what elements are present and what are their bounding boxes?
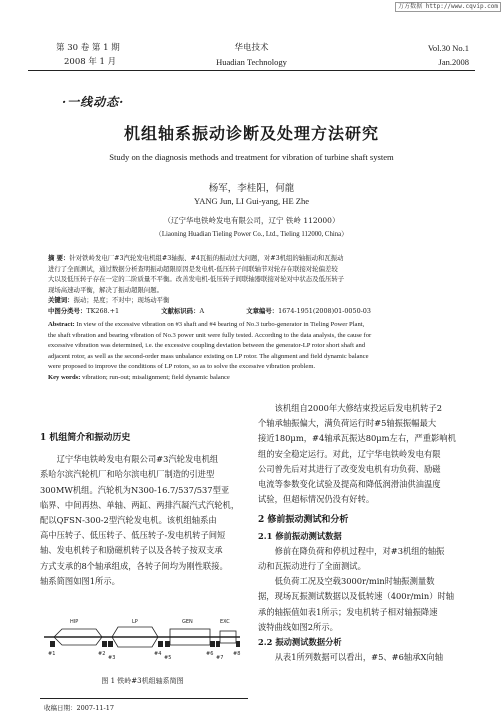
paragraph-line: 个轴承轴振偏大，满负荷运行时#5轴振振幅最大 <box>258 418 437 429</box>
label-hip: HIP <box>70 619 79 625</box>
keywords-en-label: Key words: <box>48 373 81 381</box>
bearing-label: #4 <box>154 651 162 657</box>
article-number-label: 文章编号： <box>246 306 279 315</box>
paragraph-line: 从表1所列数据可以看出，#5、#6轴承X向轴 <box>274 652 443 663</box>
paragraph-line: 波特曲线如图2所示。 <box>258 621 338 632</box>
abstract-text: 针对铁岭发电厂#3汽轮发电机组#3轴振、#4瓦振的振动过大问题，对#3机组的轴振动和瓦振动 <box>69 254 344 262</box>
bearing-4 <box>158 641 163 647</box>
paragraph-line: 接近180μm，#4轴承瓦振达80μm左右，严重影响机 <box>258 433 456 444</box>
shaft-diagram-svg <box>40 615 245 663</box>
keywords-en-text: vibration; run-out; misalignment; field dynamic balance <box>82 373 230 381</box>
bearing-label: #1 <box>48 651 56 657</box>
section-tag: ·一线动态· <box>62 95 125 109</box>
bearing-7 <box>216 641 220 647</box>
classification-line <box>48 306 468 317</box>
bearing-label: #8 <box>233 651 241 657</box>
figure-caption: 图 1 铁岭#3机组轴系简图 <box>101 677 184 685</box>
abstract-en <box>48 320 468 384</box>
bearing-5 <box>165 641 170 647</box>
abstract-line: 进行了全面测试，通过数据分析查明振动超限原因是发电机-低压转子间联轴节对轮存在联接对轮偏差较 <box>48 264 338 273</box>
journal-date-en: Jan.2008 <box>438 57 469 67</box>
paragraph-line: 方式支承的8个轴承组成，各转子间均为刚性联接。 <box>40 560 228 571</box>
abstract-en-line: excessive vibration was determined, i.e. the excessive coupling deviation between the generator-LP rotor short shaft and <box>48 342 366 350</box>
abstract-line: 大以及低压转子存在一定的二阶质量不平衡。改善发电机-低压转子间联轴器联接对轮对中状态及低压转子 <box>48 275 345 284</box>
section-heading-2: 2 修前振动测试和分析 <box>258 515 349 526</box>
doc-label: 文献标识码： <box>161 306 200 315</box>
watermark: 万方数据 http://www.cqvip.com <box>395 2 501 12</box>
authors-en: YANG Jun, LI Gui-yang, HE Zhe <box>194 196 309 206</box>
authors: 杨军，李桂阳，何龍 <box>208 183 295 194</box>
paragraph-line: 临界、中间再热、单轴、两缸、两排汽凝汽式汽轮机， <box>40 499 240 510</box>
keywords-text: 振动；晃度；不对中；现场动平衡 <box>73 296 170 305</box>
paragraph-line: 修前在降负荷和停机过程中，对#3机组的轴振 <box>274 545 445 556</box>
abstract-label: 摘 要： <box>48 254 70 262</box>
journal-name-en: Huadian Technology <box>216 57 287 67</box>
paragraph-line: 配以QFSN-300-2型汽轮发电机。该机组轴系由 <box>40 515 217 526</box>
header-rule <box>28 70 475 71</box>
affiliation-en: （Liaoning Huadian Tieling Power Co., Ltd., Tieling 112000, China） <box>155 231 348 238</box>
paragraph-line: 该机组自2000年大修结束投运后发电机转子2 <box>274 403 443 413</box>
paragraph-line: 据，现场瓦振测试数据以及低转速（400r/min）时轴 <box>258 591 455 602</box>
bearing-label: #6 <box>206 651 214 657</box>
paragraph-line: 轴系简图如图1所示。 <box>40 575 120 586</box>
label-exc: EXC <box>220 619 230 625</box>
received-date: 收稿日期：2007-11-17 <box>44 704 114 712</box>
keywords-en <box>48 373 468 384</box>
bearing-2 <box>102 641 107 647</box>
paragraph-line: 系哈尔滨汽轮机厂和哈尔滨电机厂制造的引进型 <box>40 469 215 480</box>
bearing-1 <box>50 641 55 647</box>
paragraph-line: 电流等参数变化试验及提高和降低润滑油供油温度 <box>258 479 441 490</box>
abstract-en-label: Abstract: <box>48 321 75 328</box>
bearing-8 <box>236 641 240 647</box>
subsection-heading-2-1: 2.1 修前振动测试数据 <box>258 530 342 541</box>
shaft-diagram <box>40 615 245 690</box>
paragraph-line: 低负荷工况及空载3000r/min时轴振测量数 <box>274 576 435 587</box>
journal-date: 2008 年 1 月 <box>64 57 117 67</box>
paragraph-line: 组的安全稳定运行。对此，辽宁华电铁岭发电有限 <box>258 448 441 459</box>
abstract-en-line: the shaft vibration and bearing vibration of No.3 power unit were fully tested. According to the data analysis, the cause for <box>48 331 372 339</box>
paragraph-line: 轴、发电机转子和励磁机转子以及各转子按双支承 <box>40 545 223 556</box>
article-number: 1674-1951(2008)01-0050-03 <box>278 306 371 315</box>
footnote-rule <box>40 698 248 699</box>
left-column <box>40 431 248 589</box>
label-lp: LP <box>132 619 138 625</box>
abstract-line <box>48 253 468 264</box>
paragraph-line: 300MW机组。汽轮机为N300-16.7/537/537型亚 <box>40 484 230 495</box>
paragraph-line: 试验，但超标情况仍没有好转。 <box>258 494 375 505</box>
clc-value: TK268.+1 <box>86 306 120 315</box>
section-heading-1: 1 机组简介和振动历史 <box>40 433 131 443</box>
paragraph-line: 承的轴振值如表1所示；发电机转子相对轴振降速 <box>258 606 438 617</box>
journal-volume-en: Vol.30 No.1 <box>427 43 469 53</box>
bearing-6 <box>210 641 215 647</box>
paper-title-en: Study on the diagnosis methods and treatment for vibration of turbine shaft system <box>109 152 394 162</box>
bearing-label: #5 <box>164 655 172 661</box>
right-column <box>258 401 470 665</box>
bearing-label: #7 <box>216 655 224 661</box>
paper-title: 机组轴系振动诊断及处理方法研究 <box>123 124 379 143</box>
paragraph-line: 辽宁华电铁岭发电有限公司#3汽轮发电机组 <box>56 454 219 465</box>
journal-name-cn: 华电技术 <box>234 43 269 53</box>
abstract-en-line <box>48 320 468 331</box>
abstract-cn <box>48 253 468 317</box>
paragraph-line: 动和瓦振动进行了全面测试。 <box>258 561 366 572</box>
journal-volume: 第 30 卷 第 1 期 <box>56 43 120 53</box>
doc-value: A <box>199 306 205 315</box>
subsection-heading-2-2: 2.2 振动测试数据分析 <box>258 637 342 648</box>
paragraph-line: 高中压转子、低压转子、低压转子-发电机转子间短 <box>40 530 226 541</box>
abstract-en-line: adjacent rotor, as well as the second-order mass unbalance existing on LP rotor. The alignment and field dynamic balance <box>48 352 369 360</box>
bearings <box>50 641 240 647</box>
bearing-label: #3 <box>108 655 116 661</box>
paragraph-line: 公司曾先后对其进行了改变发电机有功负荷、励磁 <box>258 463 441 474</box>
affiliation: （辽宁华电铁岭发电有限公司，辽宁 铁岭 112000） <box>163 216 340 225</box>
bearing-label: #2 <box>98 651 106 657</box>
abstract-line: 现场高速动平衡，解决了振动超限问题。 <box>48 285 164 294</box>
keywords-label: 关键词： <box>48 296 74 305</box>
bearing-3 <box>108 641 113 647</box>
abstract-en-text: In view of the excessive vibration on #3 shaft and #4 bearing of No.3 turbo-generator in Tieling Power Plant, <box>76 321 365 328</box>
clc-label: 中图分类号： <box>48 306 87 315</box>
abstract-en-line: were proposed to improve the conditions of LP rotors, so as to solve the excessive vibration problem. <box>48 363 316 371</box>
keywords-cn <box>48 295 468 306</box>
label-gen: GEN <box>182 619 193 625</box>
